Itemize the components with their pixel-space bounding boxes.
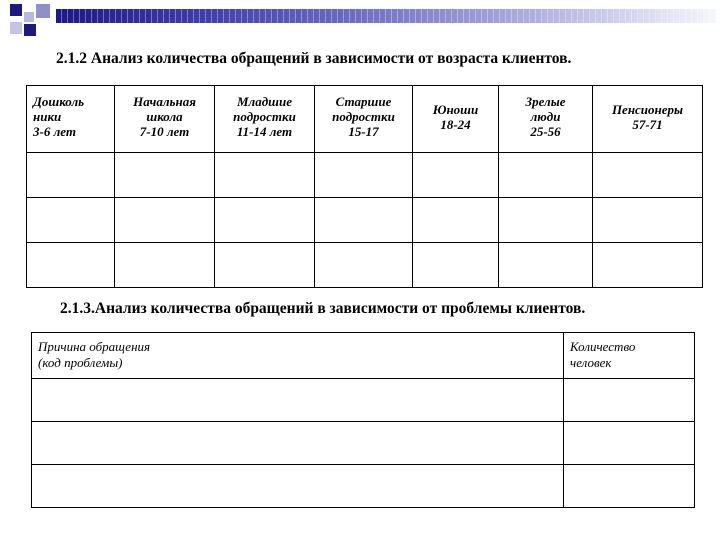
table-cell bbox=[32, 465, 564, 508]
table-cell bbox=[215, 153, 315, 198]
table-cell bbox=[499, 198, 593, 243]
decor-square-icon bbox=[24, 12, 34, 22]
table-cell bbox=[32, 422, 564, 465]
section-problem-title: 2.1.3.Анализ количества обращений в зависимости от проблемы клиентов. bbox=[60, 300, 586, 317]
table-cell bbox=[593, 198, 703, 243]
table-cell bbox=[593, 153, 703, 198]
table-cell bbox=[413, 198, 499, 243]
table-cell bbox=[499, 243, 593, 288]
table-cell bbox=[27, 243, 115, 288]
decor-square-icon bbox=[24, 24, 36, 36]
decor-square-icon bbox=[10, 4, 22, 16]
table-cell bbox=[115, 198, 215, 243]
table-cell bbox=[564, 465, 695, 508]
table-header-row bbox=[32, 333, 695, 379]
table-row bbox=[32, 422, 695, 465]
age-column-header: Пенсионеры 57-71 bbox=[593, 86, 703, 153]
age-table bbox=[26, 85, 703, 288]
table-cell bbox=[27, 153, 115, 198]
table-cell bbox=[499, 153, 593, 198]
table-row bbox=[32, 465, 695, 508]
age-column-header: Юноши 18-24 bbox=[413, 86, 499, 153]
table-cell bbox=[315, 243, 413, 288]
table-cell bbox=[27, 198, 115, 243]
header-decoration bbox=[0, 0, 720, 40]
decor-square-icon bbox=[36, 4, 50, 18]
section-age-title: 2.1.2 Анализ количества обращений в зависимости от возраста клиентов. bbox=[56, 50, 572, 67]
problem-column-header: Причина обращения (код проблемы) bbox=[32, 333, 564, 379]
age-column-header: Начальная школа 7-10 лет bbox=[115, 86, 215, 153]
table-row bbox=[27, 243, 703, 288]
table-cell bbox=[564, 379, 695, 422]
table-row bbox=[27, 198, 703, 243]
age-column-header: Младшие подростки 11-14 лет bbox=[215, 86, 315, 153]
table-cell bbox=[32, 379, 564, 422]
table-cell bbox=[315, 198, 413, 243]
age-column-header: Старшие подростки 15-17 bbox=[315, 86, 413, 153]
table-cell bbox=[315, 153, 413, 198]
table-cell bbox=[593, 243, 703, 288]
table-cell bbox=[115, 243, 215, 288]
age-column-header: Зрелые люди 25-56 bbox=[499, 86, 593, 153]
problem-table bbox=[31, 332, 695, 508]
count-column-header: Количество человек bbox=[564, 333, 695, 379]
table-header-row bbox=[27, 86, 703, 153]
table-cell bbox=[564, 422, 695, 465]
table-row bbox=[32, 379, 695, 422]
table-cell bbox=[413, 243, 499, 288]
age-column-header: Дошколь ники 3-6 лет bbox=[27, 86, 115, 153]
table-cell bbox=[215, 243, 315, 288]
decor-square-icon bbox=[10, 22, 22, 34]
table-cell bbox=[215, 198, 315, 243]
table-cell bbox=[115, 153, 215, 198]
header-gradient-bar bbox=[56, 9, 716, 23]
table-cell bbox=[413, 153, 499, 198]
table-row bbox=[27, 153, 703, 198]
